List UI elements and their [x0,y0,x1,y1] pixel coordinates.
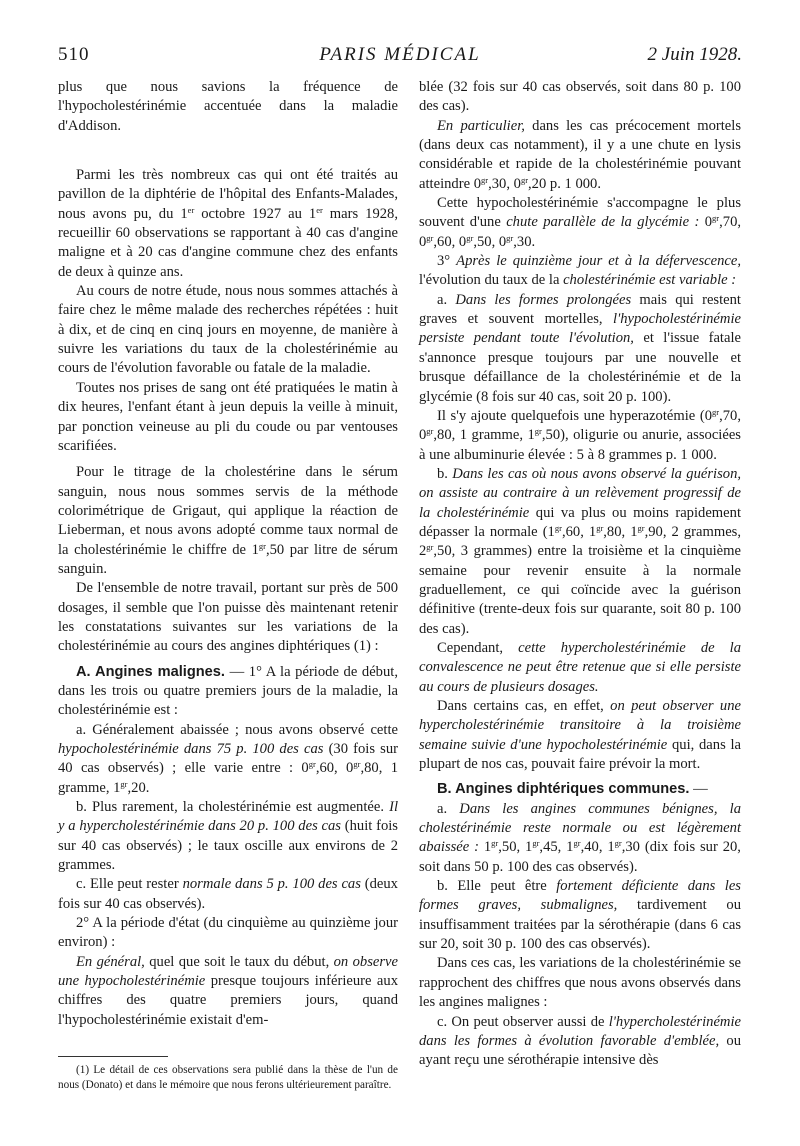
item-b-lead: b. Plus rarement, la cholestérinémie est augmentée. [76,799,390,816]
right-column [419,78,741,1071]
text: c. On peut observer aussi de [437,1013,609,1030]
journal-title: PARIS MÉDICAL [319,44,481,65]
text: l'évolution du taux de la [419,272,564,289]
paragraph [419,639,741,697]
item-a [419,800,741,877]
paragraph [419,291,741,407]
paragraph: Dans ces cas, les variations de la cholestérinémie se rapprochent des chiffres que nous avons observés dans les angines malignes : [419,955,741,1011]
paragraph [419,194,741,252]
text: — [689,781,708,798]
emphasis: Dans les formes prolongées [455,291,632,308]
item-c [58,875,398,914]
paragraph-general [58,953,398,1030]
section-a-text: — 1° A la période de début, dans les trois ou quatre premiers jours de la maladie, la cholestérinémie est : [58,663,398,719]
emphasis: l'hypercholestérinémie dans les formes à évolution favorable d'emblée, [419,1013,741,1049]
emphasis: Dans les angines communes bénignes, la cholestérinémie reste normale ou est légèrement abaissée : [419,800,741,856]
text: qui va plus ou moins rapidement dépasser la normale ($1^{gr},60$, $1^{gr},80$, $1^{gr},90$, 2 grammes, $2^{gr},50$, 3 grammes) entre la troisième et la cinquième semaine pour revenir ensuite à la normale graduellement, ce qui coïncide avec la guérison définitive (trente-deux fois sur quarante, soit 80 p. 100 des cas). [419,504,742,637]
paragraph [419,465,741,639]
section-b-title: B. Angines diphtériques communes. [437,781,690,798]
section-b-intro [419,780,741,799]
item-c-lead: c. Elle peut rester [76,876,183,893]
emphasis: cholestérinémie est variable : [563,272,737,289]
item-c-emphasis: normale dans 5 p. 100 des cas [182,876,361,893]
emphasis: Après le quinzième jour et à la défervescence, [456,253,741,270]
paragraph: Au cours de notre étude, nous nous sommes attachés à faire chez le même malade des recherches répétées : huit à dix, et de cinq en cinq jours en moyenne, de manière à suivre les variations du taux de la cholestérinémie au cours de l'évolution favorable ou fatale de la maladie. [58,283,398,377]
item-a-emphasis: hypocholestérinémie dans 75 p. 100 des cas [58,741,324,757]
text: qui, dans la plupart de nos cas, pouvait faire prévoir la mort. [419,736,741,773]
paragraph: Parmi les très nombreux cas qui ont été traités au pavillon de la diphtérie de l'hôpital des Enfants-Malades, nous avons pu, du 1er octobre 1927 au 1er mars 1928, recueillir 60 observations se rapportant à 40 cas d'angine maligne et à 20 cas d'angine commune chez des enfants de deux à quinze ans. [58,167,398,280]
paragraph: Toutes nos prises de sang ont été pratiquées le matin à dix heures, l'enfant étant à jeun depuis la veille à minuit, par ponction veineuse au pli du coude ou par ventouses scarifiées. [58,379,398,454]
item-c [419,1013,741,1071]
item-c-rest: (deux fois sur 40 cas observés). [58,876,398,912]
item-b [58,798,398,875]
text: Dans certains cas, en effet, [437,698,611,714]
general-text-1: quel que soit le taux du début, [144,953,334,970]
emphasis: En particulier, [437,117,525,134]
emphasis: chute parallèle de la glycémie : [506,214,700,231]
emphasis: cette hypercholestérinémie de la convalescence ne peut être retenue que si elle persiste au cours de plusieurs dosages. [419,639,741,695]
paragraph: Pour le titrage de la cholestérine dans le sérum sanguin, nous nous sommes servis de la méthode colorimétrique de Grigaut, qui applique la réaction de Lieberman, et nous avons adopté comme taux normal de la cholestérinémie le chiffre de $1^{gr},50$ par litre de sérum sanguin. [58,464,398,577]
paragraph: Il s'y ajoute quelquefois une hyperazotémie ($0^{gr},70$, $0^{gr},80$, 1 gramme, $1^{gr},50$), oligurie ou anurie, associées à une albuminurie élevée : 5 à 8 grammes p. 1 000. [419,406,741,463]
item-b-emphasis: Il y a hypercholestérinémie dans 20 p. 100 des cas [58,799,398,835]
paragraph [419,117,741,194]
text: ou ayant reçu une sérothérapie intensive dès [419,1032,741,1069]
issue-date: 2 Juin 1928. [647,44,742,65]
item-a [58,721,398,798]
emphasis: fortement déficiente dans les formes graves, submalignes, [419,878,741,914]
text: mais qui restent graves et souvent mortelles, [419,291,741,328]
item-b-rest: (huit fois sur 40 cas observés) ; le taux oscille aux environs de 2 grammes. [58,818,398,874]
paragraph [419,252,741,291]
paragraph: De l'ensemble de notre travail, portant sur près de 500 dosages, il semble que l'on puisse dès maintenant retenir les constatations suivantes sur les variations de la cholestérinémie au cours des angines diphtériques (1) : [58,580,398,655]
text: b. [437,465,453,482]
section-a-intro [58,663,398,721]
general-emphasis-1: En général, [76,953,145,970]
text: $0^{gr},70$, $0^{gr},60$, $0^{gr},50$, $0^{gr},30$. [419,213,742,250]
section-a-title: A. Angines malignes. [76,663,225,680]
text: tardivement ou insuffisamment traitées par la sérothérapie (dans 6 cas sur 20, soit 30 p. 100 des cas observés). [419,897,742,953]
text: et l'issue fatale s'annonce presque toujours par une nouvelle et brusque défaillance de la cholestérinémie et de la glycémie (8 fois sur 40 cas, soit 20 p. 100). [419,330,741,405]
text: dans les cas précocement mortels (dans deux cas notamment), il y a une chute en lysis considérable et rapide de la cholestérinémie pouvant atteindre $0^{gr},30$, $0^{gr},20$ p. 1 000. [419,117,742,192]
paragraph: plus que nous savions la fréquence de l'hypocholestérinémie accentuée dans la maladie d'Addison. [58,79,398,134]
item-a-lead: a. Généralement abaissée ; nous avons observé cette [76,721,398,738]
emphasis: l'hypocholestérinémie persiste pendant toute l'évolution, [419,311,741,347]
text: a. [437,800,460,817]
text: a. [437,291,456,308]
emphasis: on peut observer une hypercholestérinémie transitoire à la troisième semaine suivie d'une hypocholestérinémie [419,698,741,753]
running-header [58,44,742,72]
general-emphasis-2: on observe une hypocholestérinémie [58,953,398,990]
footnote: (1) Le détail de ces observations sera publié dans la thèse de l'un de nous (Donato) et dans le mémoire que nous ferons ultérieurement paraître. [58,1064,398,1091]
text: Cette hypocholestérinémie s'accompagne le plus souvent d'une [419,195,741,231]
item-b [419,877,741,954]
text: 3° [437,253,457,270]
text: b. Elle peut être [437,878,557,895]
footnote-divider [58,1056,168,1057]
left-column [58,78,398,1092]
item-a-rest: (30 fois sur 40 cas observés) ; elle varie entre : $0^{gr},60$, $0^{gr},80$, 1 gramme, $1^{gr},20$. [58,741,398,796]
paragraph: 2° A la période d'état (du cinquième au quinzième jour environ) : [58,915,398,951]
paragraph: blée (32 fois sur 40 cas observés, soit dans 80 p. 100 des cas). [419,79,741,115]
text: Cependant, [437,639,519,656]
emphasis: Dans les cas où nous avons observé la guérison, on assiste au contraire à un relèvement progressif de la cholestérinémie [419,465,742,521]
text: $1^{gr},50$, $1^{gr},45$, $1^{gr},40$, $1^{gr},30$ (dix fois sur 20, soit dans 50 p. 100 des cas observés). [419,838,741,875]
page-number: 510 [58,44,90,65]
general-text-2: presque toujours inférieure aux chiffres des quatre premiers jours, quand l'hypocholestérinémie existait d'em- [58,973,398,1028]
paragraph [419,697,741,774]
